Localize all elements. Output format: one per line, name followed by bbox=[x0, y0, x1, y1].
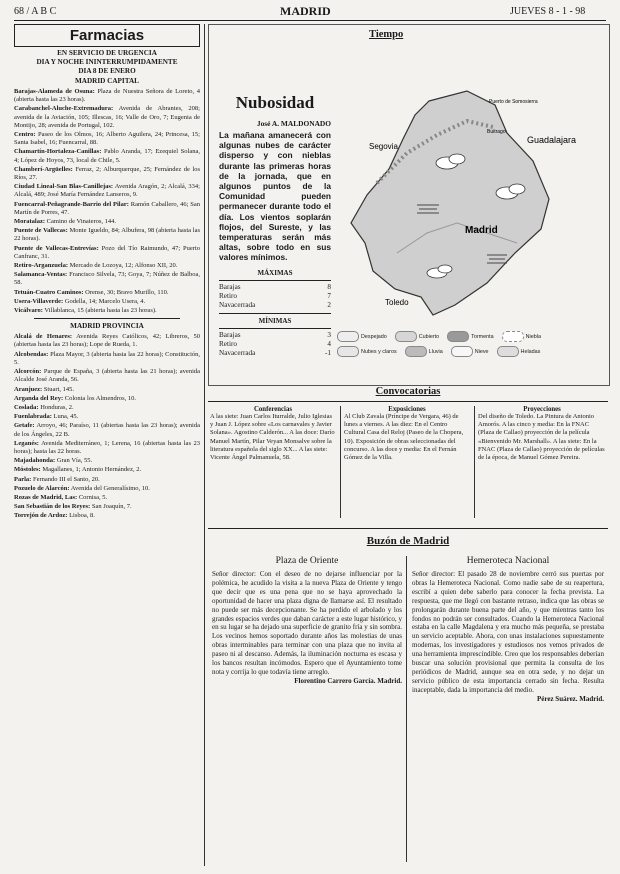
pharmacy-entry bbox=[14, 422, 200, 438]
pharmacy-addresses: Avenida Mediterráneo, 1; Lerena, 16 (abiertas hasta las 23 horas); hasta las 22 horas. bbox=[14, 439, 200, 455]
pharmacy-addresses: Ramón Caballero, 46; San Martín de Porres, 47. bbox=[14, 200, 200, 216]
pharmacy-district: Ciudad Lineal-San Blas-Canillejas: bbox=[14, 183, 114, 191]
pharmacy-district: Rozas de Madrid, Las: bbox=[14, 493, 78, 501]
pharmacy-entry bbox=[14, 351, 200, 367]
pharmacy-district: Vicálvaro: bbox=[14, 307, 43, 315]
pharmacy-entry bbox=[14, 166, 200, 182]
pharmacy-district: Salamanca-Ventas: bbox=[14, 271, 68, 279]
pharmacy-addresses: Avenida Aragón, 2; Alcalá, 334; Alcalá, 489; José María Fernández Lanseros, 9. bbox=[14, 183, 200, 199]
pharmacy-addresses: Stuart, 145. bbox=[43, 385, 74, 393]
snow-icon bbox=[451, 346, 473, 357]
weather-box bbox=[208, 24, 610, 386]
projections-text: Del diseño de Toledo. La Pintura de Antonio Amorós. A las cinco y media: En la FNAC (Plaza de Callao) proyección de la película «Bienvenido Mr. Marshall». A las siete: En la FNAC (Plaza de Callao) proyección de películas de la época, de Manuel Gómez Pereira. bbox=[478, 413, 605, 462]
province-rule bbox=[34, 318, 180, 319]
pharmacy-district: Coslada: bbox=[14, 403, 39, 411]
pharmacy-entry bbox=[14, 201, 200, 217]
weather-section-title: Tiempo bbox=[369, 29, 404, 40]
pharmacy-district: Alcobendas: bbox=[14, 350, 49, 358]
pharmacy-entry bbox=[14, 88, 200, 104]
pharmacy-district: Tetuán-Cuatro Caminos: bbox=[14, 288, 84, 296]
conferences-text: A las siete: Juan Carlos Iturralde, Julio Iglesias y Juan J. López sobre «Los carnavales y Javier Solana». Agostino Calderón... A las doce: Darío Manuel Martín, Pilar Veyan Monsalve sobre la literatura española del siglo XX... A las siete: Vicente Ángel Palmanuela, 58. bbox=[210, 413, 335, 462]
legend-item: Lluvia bbox=[405, 346, 443, 357]
exhibitions-title: Exposiciones bbox=[388, 406, 426, 413]
pharmacy-district: Moratalaz: bbox=[14, 218, 46, 226]
min-row: Barajas 3 bbox=[219, 330, 331, 339]
fog-icon bbox=[502, 331, 524, 342]
pharmacy-entry bbox=[14, 476, 200, 484]
pharmacy-addresses: Ferraz, 2; Alburquerque, 25; Fernández de los Ríos, 27. bbox=[14, 165, 200, 182]
pharmacies-subtitle-1: EN SERVICIO DE URGENCIA bbox=[57, 49, 157, 57]
letters-divider bbox=[406, 556, 407, 862]
pharmacy-addresses: Francisco Silvela, 73; Goya, 7; Núñez de Balboa, 58. bbox=[14, 271, 200, 287]
pharmacy-addresses: Plaza de Nuestra Señora de Loreto, 4 (abierta hasta las 23 horas). bbox=[14, 88, 201, 104]
max-row: Barajas 8 bbox=[219, 282, 331, 291]
capital-list bbox=[14, 88, 200, 315]
map-label-guadalajara: Guadalajara bbox=[527, 135, 577, 145]
pharmacy-addresses: San Joaquín, 7. bbox=[91, 503, 132, 511]
pharmacy-district: Barajas-Alameda de Osuna: bbox=[14, 88, 95, 95]
pharmacy-entry bbox=[14, 298, 200, 306]
overcast-icon bbox=[395, 331, 417, 342]
weather-headline: Nubosidad bbox=[235, 93, 315, 112]
storm-icon bbox=[447, 331, 469, 342]
pharmacy-district: Retiro-Arganzuela: bbox=[14, 262, 69, 270]
exhibitions-text: Al Club Zavala (Príncipe de Vergara, 46) de lunes a viernes. A las diez: En el Centro Cultural Casa del Reloj (Paseo de la Chopera, 10). Exposición de obras seleccionadas del concurso. A las doce y media: En el Fernán Gómez de la Villa. bbox=[344, 413, 464, 462]
map-label-buitrago: Buitrago bbox=[487, 129, 506, 135]
letter2-body: Señor director: El pasado 28 de noviembre cerró sus puertas por obras la Hemeroteca Nacional. Como nadie sabe de su reapertura, escribí a quien debe saberlo para conocer la fecha prevista. La respuesta, que me llegó con bastante retraso, indica que las obras se prolongarán durante buena parte del año, y que mientras tanto los fondos no podrán ser consultados. Cuando la Hemeroteca Nacional estaba en la calle Magdalena y era mucho más pequeña, se prestaba un servicio aceptable. Ahora, con unas instalaciones supuestamente modernas, los investigadores y estudiosos nos vemos privados de una herramienta imprescindible. Creo que los responsables deberían buscar una solución provisional que permita la consulta de los periódicos de Madrid, aunque sea en otra sede, y no dejar un servicio público de esta importancia cerrado sin fecha. Resulta inaceptable, dada la importancia del medio. bbox=[412, 570, 604, 694]
partly-cloudy-icon bbox=[337, 346, 359, 357]
map-label-segovia: Segovia bbox=[369, 142, 398, 151]
pharmacy-district: Fuencarral-Peñagrande-Barrio del Pilar: bbox=[14, 200, 129, 208]
pharmacy-district: Getafe: bbox=[14, 422, 35, 430]
min-rule-top bbox=[219, 313, 331, 314]
pharmacy-addresses: Pablo Aranda, 17; Ezequiel Solana, 4; López de Hoyos, 73, local de Chile, 5. bbox=[14, 148, 200, 164]
pharmacy-addresses: Pozo del Tío Raimundo, 47; Puerto Canfranc, 31. bbox=[14, 244, 200, 260]
pharmacy-addresses: Villablanca, 15 (abierta hasta las 23 horas). bbox=[44, 307, 157, 315]
pharmacy-entry bbox=[14, 131, 200, 147]
pharmacy-addresses: Cornisa, 5. bbox=[78, 493, 108, 501]
pharmacy-entry bbox=[14, 245, 200, 261]
min-title: MÍNIMAS bbox=[258, 316, 292, 325]
map-label-madrid: Madrid bbox=[465, 225, 498, 236]
convocatorias-title: Convocatorias bbox=[375, 386, 441, 397]
column-divider bbox=[204, 24, 205, 866]
pharmacy-district: Centro: bbox=[14, 131, 36, 139]
pharmacy-addresses: Orense, 30; Bravo Murillo, 110. bbox=[85, 288, 169, 296]
max-rule bbox=[219, 280, 331, 281]
sun-icon bbox=[337, 331, 359, 342]
pharmacy-district: Alcalá de Henares: bbox=[14, 333, 73, 341]
letter2-title: Hemeroteca Nacional bbox=[466, 556, 550, 566]
pharmacy-entry bbox=[14, 413, 200, 421]
pharmacy-entry bbox=[14, 494, 200, 502]
letter2-signature: Pérez Suárez. Madrid. bbox=[536, 694, 604, 703]
pharmacy-addresses: Monte Igueldo, 84; Albufera, 98 (abierta hasta las 22 horas). bbox=[14, 227, 201, 243]
pharmacy-entry bbox=[14, 183, 200, 199]
legend-item: Nieve bbox=[451, 346, 489, 357]
min-rule bbox=[219, 328, 331, 329]
legend-item: Tormenta bbox=[447, 331, 493, 342]
pharmacy-district: Móstoles: bbox=[14, 466, 41, 474]
legend-item: Niebla bbox=[502, 331, 541, 342]
pharmacy-entry bbox=[14, 503, 200, 511]
pharmacy-entry bbox=[14, 289, 200, 297]
pharmacy-entry bbox=[14, 440, 200, 456]
pharmacy-entry bbox=[14, 307, 200, 315]
pharmacy-entry bbox=[14, 262, 200, 270]
pharmacy-entry bbox=[14, 148, 200, 164]
conferences-title: Conferencias bbox=[253, 406, 292, 413]
weather-lead: La mañana amanecerá con algunas nubes de carácter disperso y con nieblas durante las primeras horas de la jornada, que en algunos puntos de la Comunidad pueden permanecer durante todo el día. Los vientos soplarán flojos, del Sureste, y las temperaturas serán más altas, sobre todo en sus valores mínimos. bbox=[219, 130, 331, 263]
pharmacy-district: Puente de Vallecas-Entrevías: bbox=[14, 244, 99, 252]
pharmacy-district: Pozuelo de Alarcón: bbox=[14, 484, 70, 492]
section-title: MADRID bbox=[280, 4, 331, 18]
pharmacy-entry bbox=[14, 485, 200, 493]
pharmacy-district: San Sebastián de los Reyes: bbox=[14, 503, 91, 511]
pharmacy-addresses: Gran Vía, 55. bbox=[56, 457, 93, 465]
issue-date: JUEVES 8 - 1 - 98 bbox=[510, 6, 586, 17]
weather-byline: José A. MALDONADO bbox=[256, 119, 331, 128]
pharmacy-district: Arganda del Rey: bbox=[14, 394, 64, 402]
pharmacy-addresses: Lisboa, 8. bbox=[69, 512, 95, 520]
pharmacy-addresses: Fernando III el Santo, 20. bbox=[32, 475, 100, 483]
pharmacy-addresses: Plaza Mayor, 3 (abierta hasta las 22 horas); Constitución, 5. bbox=[14, 350, 201, 366]
pharmacy-district: Chamartín-Hortaleza-Canillas: bbox=[14, 148, 102, 156]
max-row: Retiro 7 bbox=[219, 291, 331, 300]
pharmacy-district: Leganés: bbox=[14, 439, 39, 447]
weather-legend bbox=[337, 331, 605, 357]
pharmacy-entry bbox=[14, 105, 200, 130]
legend-item: Nubes y claros bbox=[337, 346, 397, 357]
region-outline bbox=[351, 91, 549, 315]
pharmacy-addresses: Godella, 14; Marcelo Usera, 4. bbox=[64, 297, 146, 305]
province-list bbox=[14, 333, 200, 520]
convocatorias-rule bbox=[208, 401, 608, 402]
pharmacy-district: Aranjuez: bbox=[14, 385, 43, 393]
pharmacy-addresses: Luna, 45. bbox=[53, 413, 79, 421]
conv-divider bbox=[340, 406, 341, 518]
pharmacy-addresses: Avenida Reyes Católicos, 42; Libreros, 50 (abiertas hasta las 23 horas); Lope de Rueda, 1. bbox=[14, 333, 200, 349]
pharmacy-addresses: Paseo de los Olmos, 16; Alberto Aguilera, 24; Princesa, 15; Santa Isabel, 16; Fuencarral, 88. bbox=[14, 131, 200, 147]
pharmacy-addresses: Avenida del Generalísimo, 10. bbox=[70, 484, 150, 492]
max-title: MÁXIMAS bbox=[257, 268, 293, 277]
pharmacy-district: Alcorcón: bbox=[14, 368, 42, 376]
pharmacies-title: Farmacias bbox=[69, 27, 145, 44]
min-row: Navacerrada -1 bbox=[219, 348, 331, 357]
pharmacy-entry bbox=[14, 466, 200, 474]
pharmacy-entry bbox=[14, 227, 200, 243]
pharmacy-addresses: Arroyo, 46; Paraíso, 11 (abiertas hasta las 23 horas); avenida de los Ángeles, 22 B. bbox=[14, 422, 200, 438]
weather-map bbox=[337, 83, 605, 331]
pharmacy-addresses: Colonia los Almendros, 10. bbox=[64, 394, 137, 402]
legend-item: Heladas bbox=[497, 346, 541, 357]
conv-divider bbox=[474, 406, 475, 518]
pharmacy-district: Parla: bbox=[14, 475, 32, 483]
pharmacy-addresses: Honduras, 2. bbox=[40, 403, 74, 411]
pharmacy-district: Puente de Vallecas: bbox=[14, 227, 68, 235]
pharmacies-subtitle-2: DIA Y NOCHE ININTERRUMPIDAMENTE bbox=[36, 58, 178, 66]
pharmacy-entry bbox=[14, 368, 200, 384]
pharmacy-district: Usera-Villaverde: bbox=[14, 297, 64, 305]
header-rule bbox=[14, 20, 606, 21]
pharmacy-district: Fuenlabrada: bbox=[14, 413, 52, 421]
projections-title: Proyecciones bbox=[523, 406, 561, 413]
letter1-body: Señor director: Con el deseo de no dejarse influenciar por la polémica, he acudido la visita a la nueva Plaza de Oriente y tengo que decir que es una pena que no se haya aprovechado la oportunidad de hacer una plaza digna de llamarse así. El resultado no puede ser más decepcionante. Se ha perdido el arbolado y los grandes espacios verdes que daban carácter a este lugar histórico, y en su lugar se ha dejado una superficie de granito fría y sin sombra. Los vecinos hemos soportado durante años las molestias de unas obras interminables para terminar con una plaza que no invita al paseo ni al descanso. Además, la iluminación nocturna es escasa y los bancos resultan incómodos. Espero que el Ayuntamiento tome nota y corrija lo que todavía tiene arreglo. bbox=[212, 570, 402, 676]
pharmacy-addresses: Mercado de Lozoya, 12; Alfonso XII, 20. bbox=[69, 262, 178, 270]
pharmacies-column bbox=[14, 24, 200, 864]
pharmacy-district: Chamberí-Argüelles: bbox=[14, 165, 73, 173]
capital-title: MADRID CAPITAL bbox=[75, 77, 139, 85]
pharmacy-entry bbox=[14, 457, 200, 465]
pharmacy-district: Carabanchel-Aluche-Extremadura: bbox=[14, 105, 114, 113]
pharmacies-subtitle-3: DIA 8 DE ENERO bbox=[78, 67, 136, 75]
legend-item: Despejado bbox=[337, 331, 387, 342]
map-label-somosierra: Puerto de Somosierra bbox=[489, 99, 538, 105]
letters-section bbox=[208, 528, 608, 866]
rain-icon bbox=[405, 346, 427, 357]
map-label-toledo: Toledo bbox=[385, 298, 409, 307]
letters-rule-top bbox=[208, 528, 608, 529]
convocatorias-box bbox=[208, 386, 608, 522]
pharmacy-entry bbox=[14, 512, 200, 520]
pharmacy-entry bbox=[14, 333, 200, 349]
pharmacy-addresses: Magallanes, 1; Antonio Hernández, 2. bbox=[42, 466, 142, 474]
province-title: MADRID PROVINCIA bbox=[70, 322, 144, 331]
pharmacy-addresses: Camino de Vinateros, 144. bbox=[46, 218, 117, 226]
min-row: Retiro 4 bbox=[219, 339, 331, 348]
pharmacy-entry bbox=[14, 271, 200, 287]
pharmacy-entry bbox=[14, 218, 200, 226]
pharmacy-district: Majadahonda: bbox=[14, 457, 56, 465]
page-number: 68 / A B C bbox=[14, 6, 57, 17]
letters-title: Buzón de Madrid bbox=[366, 535, 450, 547]
letter1-title: Plaza de Oriente bbox=[275, 556, 339, 566]
pharmacy-entry bbox=[14, 386, 200, 394]
frost-icon bbox=[497, 346, 519, 357]
legend-item: Cubierto bbox=[395, 331, 439, 342]
pharmacy-addresses: Avenida de Abrantes, 208; avenida de la Aviación, 105; Illescas, 16; Valle de Oro, 7; Eugenia de Montijo, 28; avenida de Portugal, 102. bbox=[14, 105, 200, 129]
max-row: Navacerrada 2 bbox=[219, 300, 331, 309]
pharmacy-entry bbox=[14, 404, 200, 412]
pharmacy-entry bbox=[14, 395, 200, 403]
pharmacy-addresses: Parque de España, 3 (abierta hasta las 21 horas); avenida Alcalde José Aranda, 56. bbox=[14, 368, 201, 384]
pharmacy-district: Torrejón de Ardoz: bbox=[14, 512, 68, 520]
letter1-signature: Florentino Carrero García. Madrid. bbox=[294, 676, 402, 685]
